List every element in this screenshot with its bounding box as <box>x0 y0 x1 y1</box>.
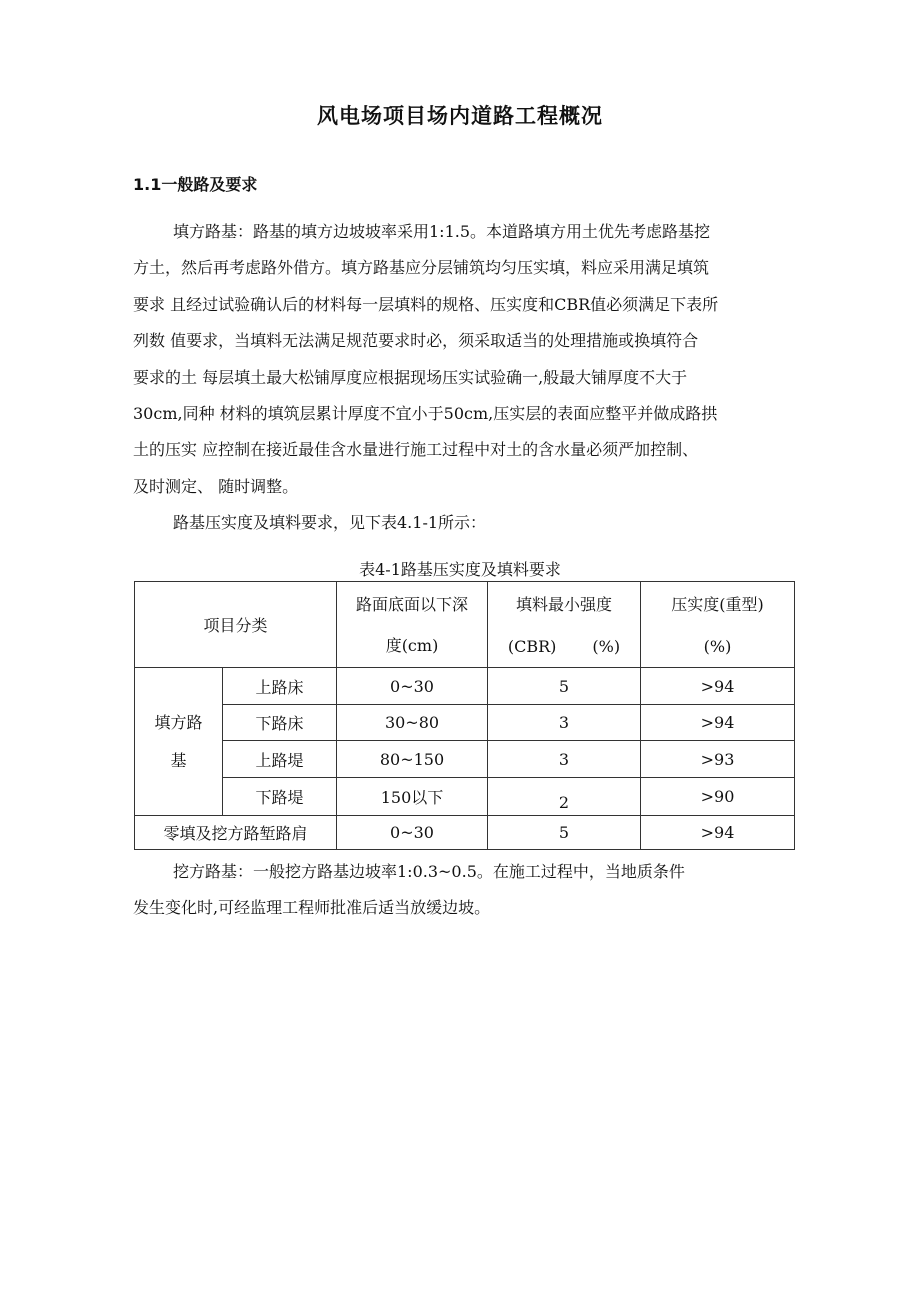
header-compaction-line1: 压实度(重型) <box>671 594 764 614</box>
row-strength: 3 <box>488 741 641 778</box>
paragraph-line: 要求 且经过试验确认后的材料每一层填料的规格、压实度和CBR值必须满足下表所 <box>133 294 719 314</box>
group-label-line1: 填方路 <box>154 712 203 732</box>
row-depth: 150以下 <box>337 778 488 816</box>
cut-subgrade-paragraph <box>133 854 801 927</box>
header-category <box>135 582 337 668</box>
paragraph-line: 挖方路基：一般挖方路基边坡率1:0.3~0.5。在施工过程中，当地质条件 <box>173 862 685 881</box>
table-header-row <box>135 582 795 668</box>
header-strength-unit: (%) <box>592 636 621 656</box>
table-row <box>135 741 795 778</box>
paragraph-line: 要求的土 每层填土最大松铺厚度应根据现场压实试验确一,般最大铺厚度不大于 <box>133 367 688 387</box>
header-strength-line2 <box>488 637 640 656</box>
header-strength-line1: 填料最小强度 <box>515 594 612 614</box>
table-row <box>135 668 795 705</box>
table-caption: 表4-1路基压实度及填料要求 <box>359 560 561 579</box>
row-strength-value: 2 <box>558 793 570 812</box>
table-intro: 路基压实度及填料要求，见下表4.1-1所示： <box>173 513 487 533</box>
header-compaction <box>641 582 795 668</box>
paragraph-line: 及时测定、 随时调整。 <box>133 476 299 496</box>
row-name: 零填及挖方路堑路肩 <box>135 816 337 850</box>
paragraph-line: 土的压实 应控制在接近最佳含水量进行施工过程中对土的含水量必须严加控制、 <box>133 440 699 460</box>
row-name: 上路堤 <box>223 741 337 778</box>
row-compaction: >93 <box>641 741 795 778</box>
row-depth: 80~150 <box>337 741 488 778</box>
document-title: 风电场项目场内道路工程概况 <box>317 104 603 128</box>
section-heading: 1.1一般路及要求 <box>133 175 258 194</box>
row-strength: 5 <box>488 816 641 850</box>
row-strength <box>488 778 641 816</box>
header-compaction-unit: (%) <box>703 636 732 656</box>
row-name: 下路床 <box>223 705 337 741</box>
row-strength: 3 <box>488 705 641 741</box>
row-name: 上路床 <box>223 668 337 705</box>
table-row <box>135 816 795 850</box>
row-depth: 0~30 <box>337 668 488 705</box>
table-row <box>135 705 795 741</box>
header-depth <box>337 582 488 668</box>
row-strength: 5 <box>488 668 641 705</box>
header-depth-line1: 路面底面以下深 <box>355 594 468 614</box>
paragraph-line: 列数 值要求，当填料无法满足规范要求时必，须采取适当的处理措施或换填符合 <box>133 331 699 351</box>
header-category-label: 项目分类 <box>203 616 268 635</box>
row-depth: 0~30 <box>337 816 488 850</box>
row-compaction: >94 <box>641 705 795 741</box>
group-label-line2: 基 <box>170 750 187 770</box>
row-compaction: >90 <box>641 778 795 816</box>
row-compaction: >94 <box>641 668 795 705</box>
header-strength <box>488 582 641 668</box>
table-row <box>135 778 795 816</box>
subgrade-requirements-table <box>134 581 795 850</box>
row-compaction: >94 <box>641 816 795 850</box>
fill-subgrade-paragraph <box>133 214 801 542</box>
group-label-fill-subgrade <box>135 668 223 816</box>
paragraph-line: 30cm,同种 材料的填筑层累计厚度不宜小于50cm,压实层的表面应整平并做成路拱 <box>133 404 718 424</box>
row-depth: 30~80 <box>337 705 488 741</box>
header-cbr: (CBR) <box>507 636 557 656</box>
paragraph-line: 方土，然后再考虑路外借方。填方路基应分层铺筑均匀压实填，料应采用满足填筑 <box>133 258 710 278</box>
header-depth-line2: 度(cm) <box>385 635 439 655</box>
row-name: 下路堤 <box>223 778 337 816</box>
paragraph-line: 填方路基：路基的填方边坡坡率采用1:1.5。本道路填方用土优先考虑路基挖 <box>173 222 711 241</box>
paragraph-line: 发生变化时,可经监理工程师批准后适当放缓边坡。 <box>133 898 491 918</box>
